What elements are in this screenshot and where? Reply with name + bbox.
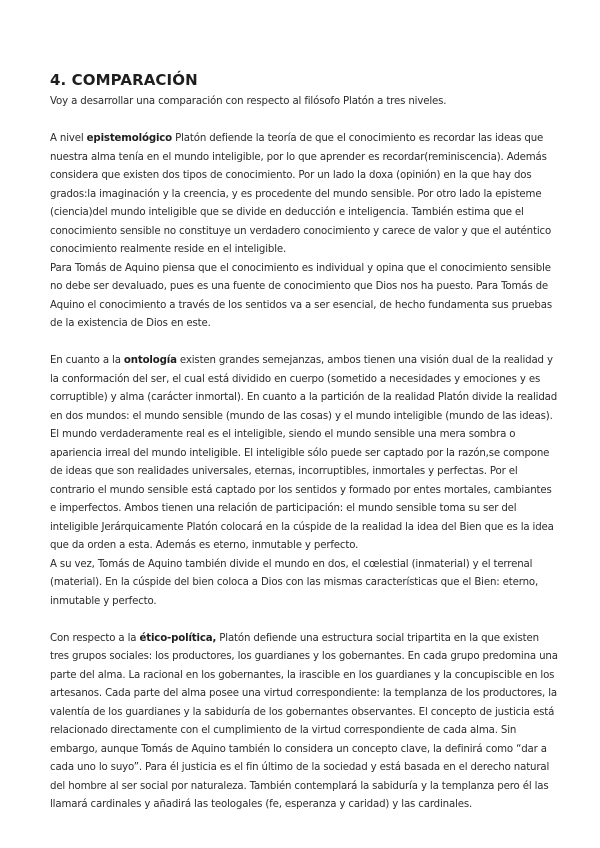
etico-paragraph [50, 630, 560, 815]
etico-lead: Con respecto a la [50, 632, 140, 644]
epistemologico-paragraph [50, 130, 560, 260]
ontologia-text: existen grandes semejanzas, ambos tienen una visión dual de la realidad y la conformación del ser, el cual está dividido en cuerpo (sometido a necesidades y emociones y es corruptible) y alma (carácter inmortal). En cuanto a la partición de la realidad Platón divide la realidad en dos mundos: el mundo sensible (mundo de las cosas) y el mundo inteligible (mundo de las ideas). El mundo verdaderamente real es el inteligible, siendo el mundo sensible una mera sombra o apariencia irreal del mundo inteligible. El inteligible sólo puede ser captado por la razón,se compone de ideas que son realidades universales, eternas, incorruptibles, inmortales y perfectas. Por el contrario el mundo sensible está captado por los sentidos y formado por entes mortales, cambiantes e imperfectos. Ambos tienen una relación de participación: el mundo sensible toma su ser del inteligible Jerárquicamente Platón colocará en la cúspide de la realidad la idea del Bien que es la idea que da orden a esta. Además es eterno, inmutable y perfecto. [50, 355, 558, 551]
section-heading: 4. COMPARACIÓN [50, 71, 198, 89]
paragraph-gap [50, 611, 560, 630]
ontologia-lead: En cuanto a la [50, 355, 124, 366]
paragraph-gap [50, 334, 560, 353]
epistemologico-tomas-paragraph: Para Tomás de Aquino piensa que el conocimiento es individual y opina que el conocimiento sensible no debe ser devaluado, pues es una fuente de conocimiento que Dios nos ha puesto. Para Tomás de Aquino el conocimiento a través de los sentidos va a ser esencial, de hecho fundamenta sus pruebas de la existencia de Dios en este. [50, 262, 552, 329]
epistemologico-term: epistemológico [86, 133, 173, 144]
etico-text: Platón defiende una estructura social tripartita en la que existen tres grupos sociales: los productores, los guardianes y los gobernantes. En cada grupo predomina una parte del alma. La racional en los gobernantes, la irascible en los guardianes y la concupiscible en los artesanos. Cada parte del alma posee una virtud correspondiente: la templanza de los productores, la valentía de los guardianes y la sabiduría de los gobernantes observantes. El concepto de justicia está relacionado directamente con el cumplimiento de la virtud correspondiente de cada alma. Sin embargo, aunque Tomás de Aquino también lo considera un concepto clave, la definirá como “dar a cada uno lo suyo”. Para él justicia es el fin último de la sociedad y está basada en el derecho natural del hombre al ser social por naturaleza. También contemplará la sabiduría y la templanza pero él las llamará cardinales y añadirá las teologales (fe, esperanza y caridad) y las cardinales. [50, 632, 558, 810]
intro-paragraph: Voy a desarrollar una comparación con respecto al filósofo Platón a tres niveles. [50, 96, 447, 107]
ontologia-term: ontología [123, 355, 177, 366]
epistemologico-text: Platón defiende la teoría de que el conocimiento es recordar las ideas que nuestra alma tenía en el mundo inteligible, por lo que aprender es recordar(reminiscencia). Además considera que existen dos tipos de conocimiento. Por un lado la doxa (opinión) en la que hay dos grados:la imaginación y la creencia, y es procedente del mundo sensible. Por otro lado la episteme (ciencia)del mundo inteligible que se divide en deducción e inteligencia. También estima que el conocimiento sensible no constituye un verdadero conocimiento y carece de valor y que el auténtico conocimiento realmente reside en el inteligible. [50, 133, 552, 255]
etico-term: ético-política, [139, 632, 217, 644]
ontologia-paragraph [50, 352, 560, 556]
epistemologico-lead: A nivel [50, 133, 87, 144]
document-page [50, 70, 560, 815]
paragraph-gap [50, 112, 560, 131]
ontologia-tomas-paragraph: A su vez, Tomás de Aquino también divide el mundo en dos, el cœlestial (inmaterial) y el terrenal (material). En la cúspide del bien coloca a Dios con las mismas características que el Bien: eterno, inmutable y perfecto. [50, 558, 539, 607]
